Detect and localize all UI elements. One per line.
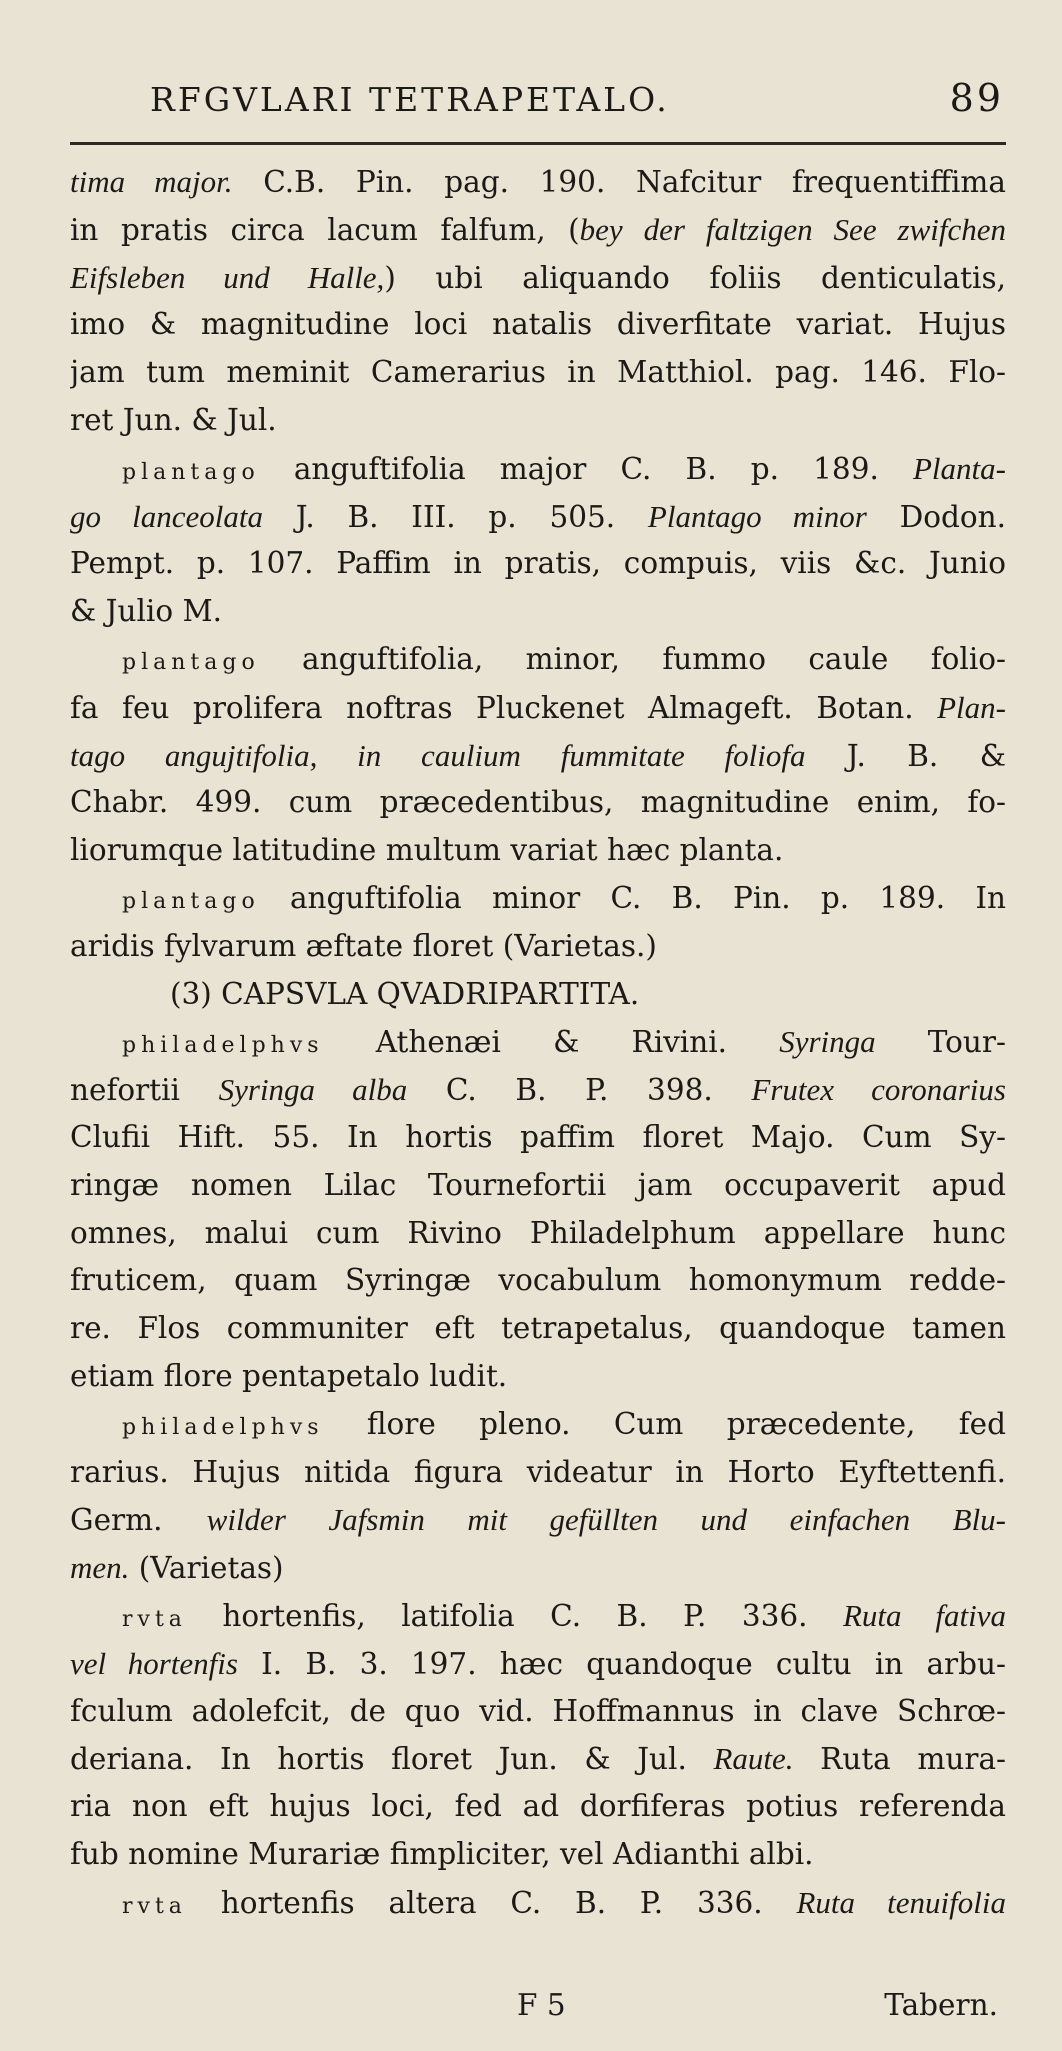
italic-text: bey der faltzigen See zwifchen [579, 211, 1006, 247]
italic-text: Eifsleben und Halle, [70, 259, 385, 295]
text-line [70, 875, 1006, 923]
italic-text: Raute. [713, 1741, 794, 1777]
line-text: deriana. In hortis floret Jun. & Jul. [70, 1742, 714, 1777]
italic-text: Frutex coronarius [751, 1072, 1006, 1108]
text-line [70, 1162, 1006, 1210]
text-line [70, 588, 1006, 636]
text-line [70, 971, 1006, 1019]
text-line [70, 923, 1006, 971]
text-line [70, 1688, 1006, 1736]
text-line [70, 1257, 1006, 1305]
line-text: J. B. III. p. 505. [263, 499, 648, 534]
text-line [70, 158, 1006, 206]
text-line [70, 1210, 1006, 1258]
text-line [70, 397, 1006, 445]
line-text: aridis fylvarum æftate floret (Varietas.) [70, 928, 657, 963]
line-text: J. B. & [805, 738, 1006, 773]
line-text: etiam flore pentapetalo ludit. [70, 1358, 508, 1393]
line-text: fruticem, quam Syringæ vocabulum homonymum redde- [70, 1263, 1006, 1298]
text-line [70, 1879, 1006, 1927]
page-header [150, 72, 1010, 132]
text-line [70, 732, 1006, 780]
line-text: & Julio M. [70, 594, 223, 629]
italic-text: men. [70, 1550, 130, 1586]
lemma-word: plantago [122, 888, 260, 914]
line-text: (Varietas) [129, 1551, 284, 1586]
text-line [70, 1544, 1006, 1592]
line-text: Ruta mura- [793, 1742, 1006, 1777]
text-line [70, 1114, 1006, 1162]
catchword: Tabern. [884, 1988, 998, 2022]
line-text: nefortii [70, 1073, 219, 1108]
text-line [70, 254, 1006, 302]
line-text: (3) CAPSVLA QVADRIPARTITA. [170, 976, 640, 1011]
line-text: Pempt. p. 107. Paffim in pratis, compuis, viis &c. Junio [70, 546, 1006, 581]
italic-text: Ruta tenuifolia [796, 1884, 1006, 1920]
text-line [70, 1640, 1006, 1688]
line-text: re. Flos communiter eft tetrapetalus, quandoque tamen [70, 1311, 1006, 1346]
line-text: imo & magnitudine loci natalis diverfitate variat. Hujus [70, 307, 1006, 342]
text-line [70, 1353, 1006, 1401]
line-text: C. B. P. 398. [407, 1073, 752, 1108]
lemma-word: philadelphvs [122, 1033, 324, 1059]
running-title: RFGVLARI TETRAPETALO. [150, 80, 670, 119]
text-line [70, 1018, 1006, 1066]
line-text: jam tum meminit Camerarius in Matthiol. pag. 146. Flo- [70, 355, 1006, 390]
line-text: flore pleno. Cum præcedente, fed [323, 1406, 1006, 1441]
line-text: I. B. 3. 197. hæc quandoque cultu in arbu- [237, 1646, 1006, 1681]
italic-text: Planta- [913, 450, 1006, 486]
line-text: Chabr. 499. cum præcedentibus, magnitudine enim, fo- [70, 785, 1006, 820]
line-text: anguftifolia, minor, fummo caule folio- [259, 641, 1006, 676]
line-text: liorumque latitudine multum variat hæc planta. [70, 833, 784, 868]
text-line [70, 1783, 1006, 1831]
page-number: 89 [949, 76, 1004, 120]
lemma-word: rvta [122, 1606, 187, 1632]
italic-text: tago angujtifolia, in caulium fummitate foliofa [70, 737, 806, 773]
italic-text: wilder Jafsmin mit gefüllten und einfachen Blu- [206, 1502, 1006, 1538]
line-text: Dodon. [866, 499, 1006, 534]
italic-text: Plantago minor [647, 498, 867, 534]
line-text: hortenfis, latifolia C. B. P. 336. [186, 1598, 843, 1633]
italic-text: vel hortenfis [70, 1645, 238, 1681]
text-line [70, 540, 1006, 588]
text-line [70, 445, 1006, 493]
text-line [70, 636, 1006, 684]
text-line [70, 1496, 1006, 1544]
lemma-word: rvta [122, 1893, 187, 1919]
line-text: ringæ nomen Lilac Tournefortii jam occupaverit apud [70, 1167, 1006, 1202]
italic-text: Syringa [779, 1024, 876, 1060]
line-text: anguftifolia minor C. B. Pin. p. 189. In [259, 880, 1006, 915]
line-text: omnes, malui cum Rivino Philadelphum appellare hunc [70, 1215, 1006, 1250]
text-line [70, 779, 1006, 827]
italic-text: Ruta fativa [842, 1597, 1006, 1633]
line-text: C.B. Pin. pag. 190. Nafcitur frequentiffima [232, 165, 1006, 199]
text-line [70, 349, 1006, 397]
line-text: Germ. [70, 1503, 207, 1538]
text-line [70, 1305, 1006, 1353]
text-body [70, 158, 1006, 1926]
line-text: fa feu prolifera noftras Pluckenet Almageft. Botan. [70, 690, 938, 725]
line-text: ret Jun. & Jul. [70, 402, 277, 437]
header-rule [70, 142, 1006, 145]
italic-text: Syringa alba [218, 1072, 408, 1108]
text-line [70, 301, 1006, 349]
text-line [70, 827, 1006, 875]
line-text: ria non eft hujus loci, fed ad dorfiferas potius referenda [70, 1789, 1006, 1824]
text-line [70, 1592, 1006, 1640]
lemma-word: plantago [122, 649, 260, 675]
text-line [70, 1735, 1006, 1783]
italic-text: tima major. [70, 164, 233, 199]
lemma-word: plantago [122, 459, 260, 485]
text-line [70, 1831, 1006, 1879]
line-text: Tour- [875, 1025, 1006, 1060]
text-line [70, 206, 1006, 254]
text-line [70, 1066, 1006, 1114]
line-text: rarius. Hujus nitida figura videatur in Horto Eyftettenfi. [70, 1454, 1006, 1489]
line-text: ) ubi aliquando foliis denticulatis, [384, 260, 1006, 295]
line-text: Clufii Hift. 55. In hortis paffim floret Majo. Cum Sy- [70, 1119, 1006, 1154]
text-line [70, 1401, 1006, 1449]
italic-text: go lanceolata [70, 498, 264, 534]
text-line [70, 1449, 1006, 1497]
line-text: Athenæi & Rivini. [323, 1025, 780, 1060]
line-text: hortenfis altera C. B. P. 336. [186, 1885, 797, 1920]
line-text: in pratis circa lacum falfum, ( [70, 212, 580, 247]
line-text: fub nomine Murariæ fimpliciter, vel Adianthi albi. [70, 1836, 814, 1871]
page-footer [70, 1988, 1006, 2038]
text-line [70, 684, 1006, 732]
line-text: fculum adolefcit, de quo vid. Hoffmannus in clave Schrœ- [70, 1693, 1006, 1728]
lemma-word: philadelphvs [122, 1414, 324, 1440]
text-line [70, 493, 1006, 541]
line-text: anguftifolia major C. B. p. 189. [259, 451, 913, 486]
signature-mark: F 5 [517, 1988, 566, 2022]
italic-text: Plan- [937, 689, 1006, 725]
